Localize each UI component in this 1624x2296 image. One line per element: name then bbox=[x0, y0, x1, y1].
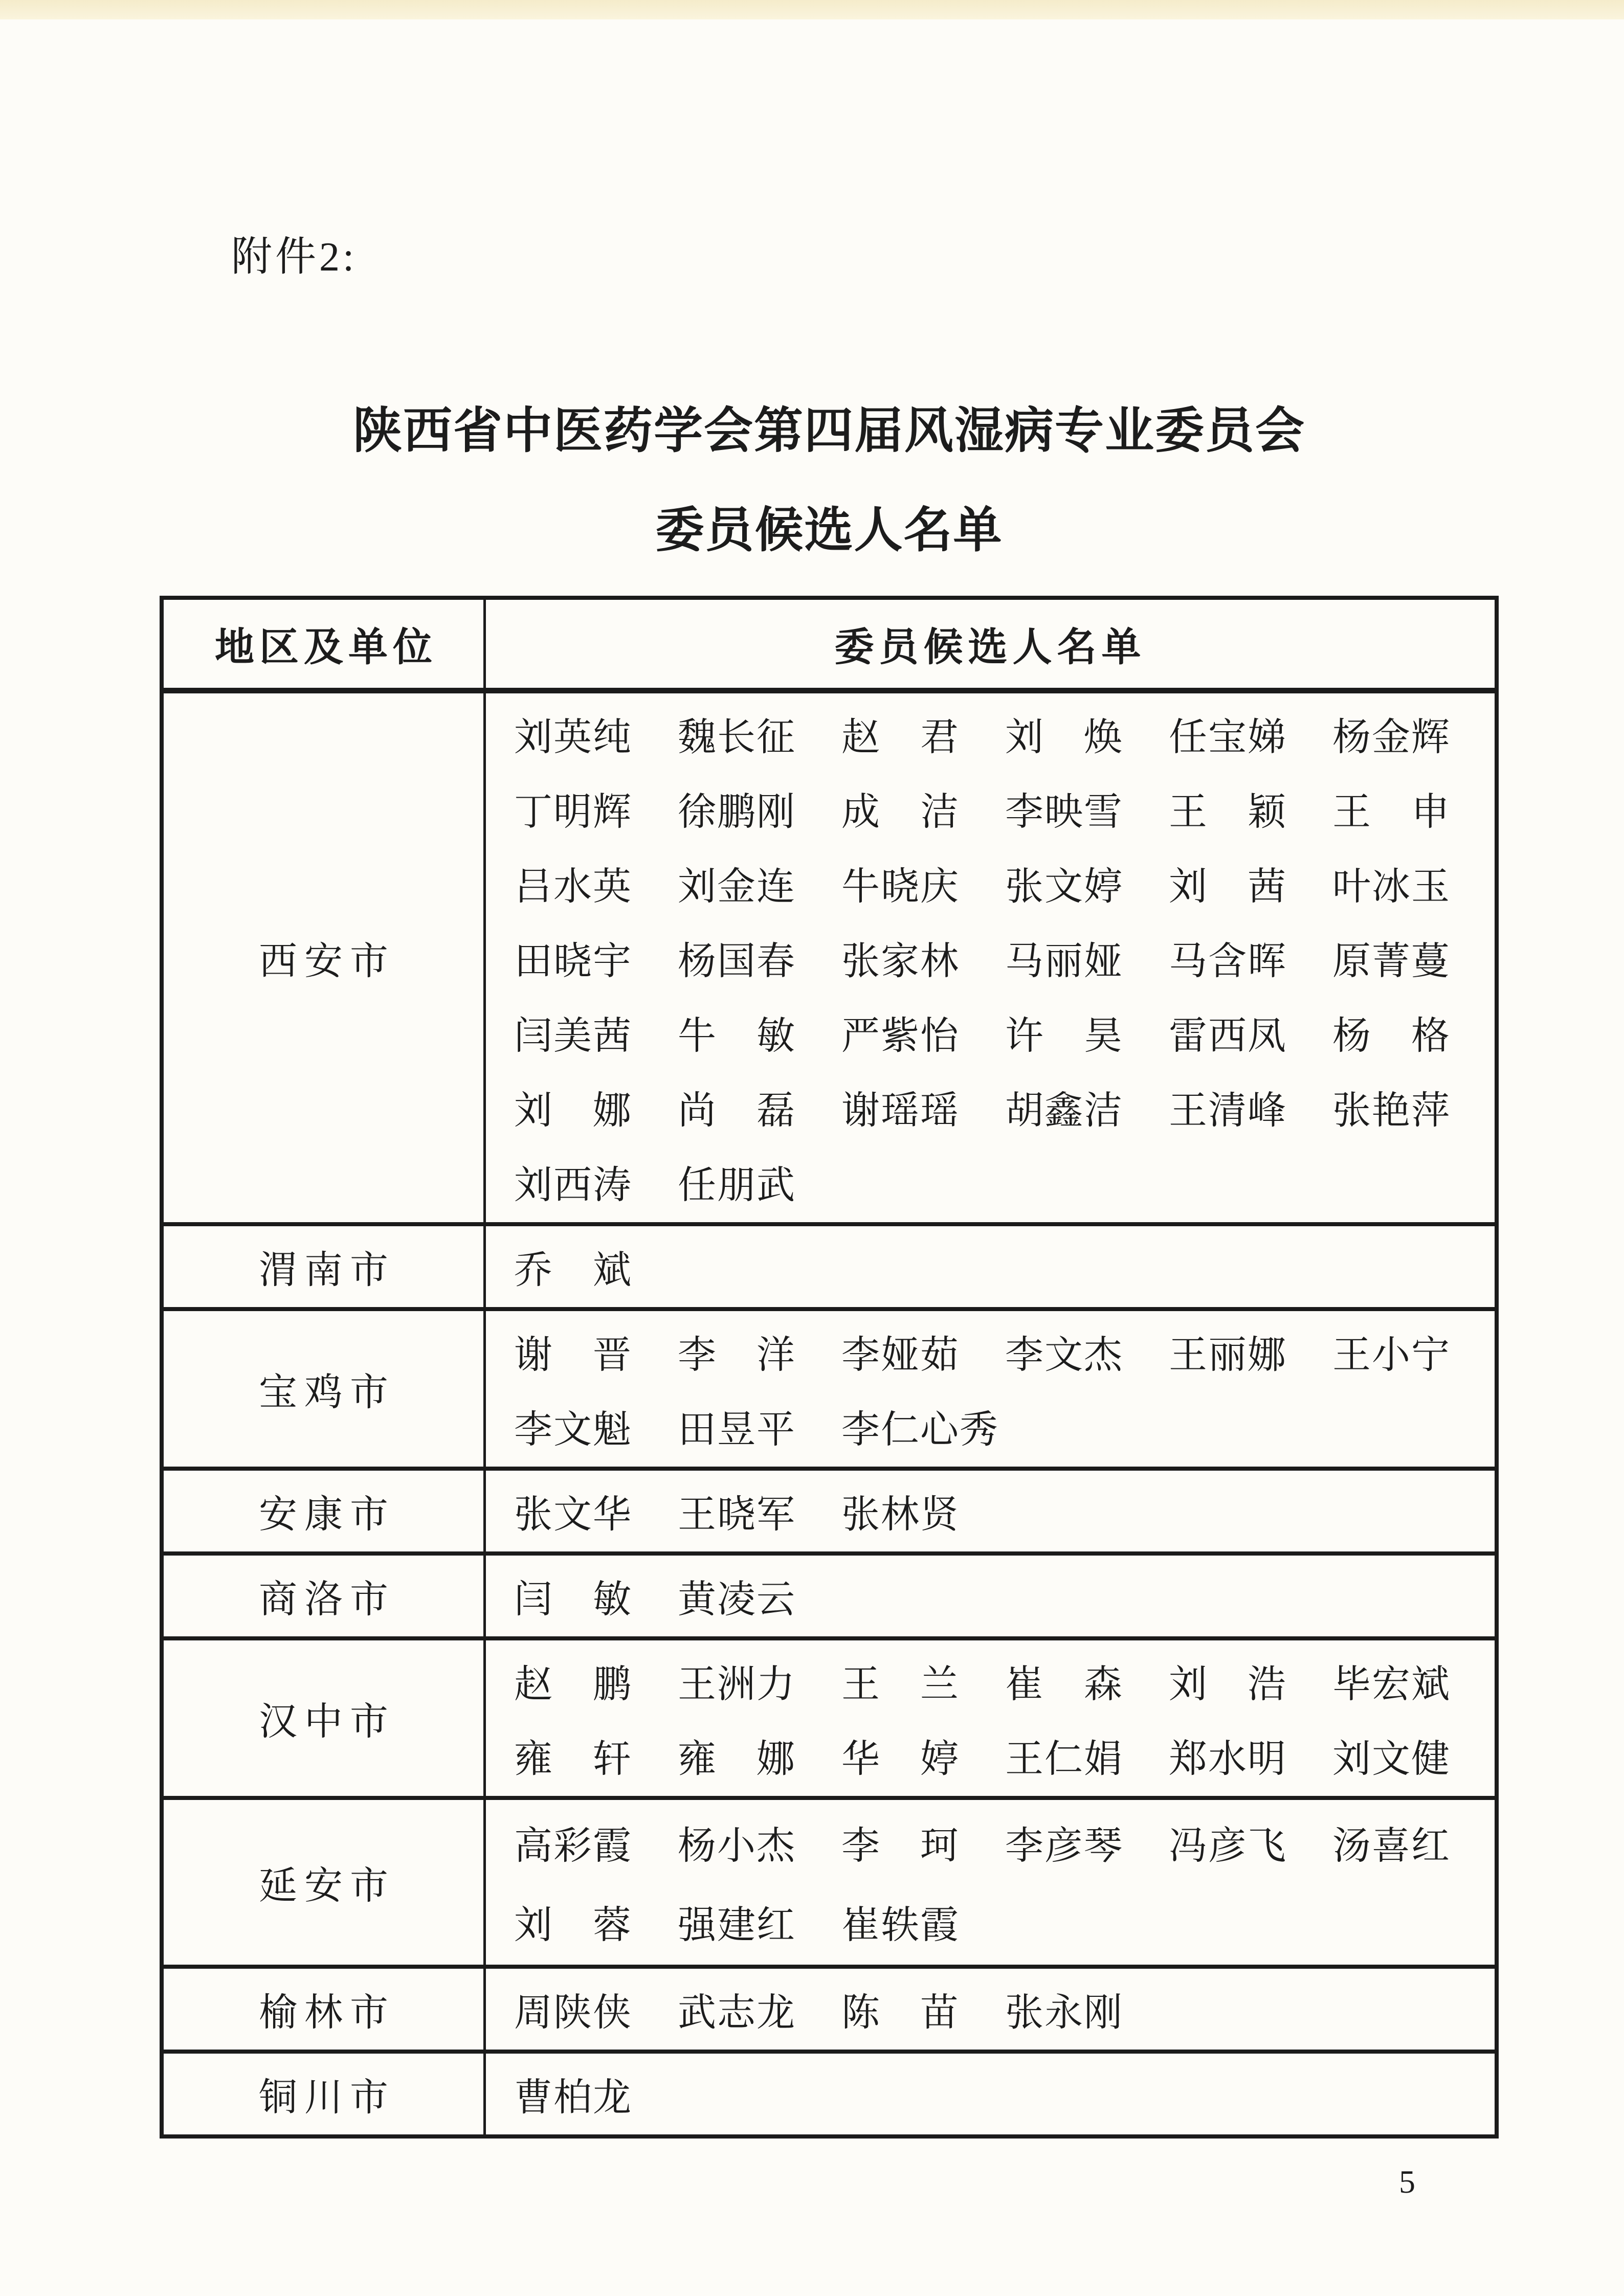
candidate-name: 乔 斌 bbox=[514, 1249, 633, 1292]
candidate-name: 王 兰 bbox=[841, 1663, 960, 1706]
candidate-name: 杨 格 bbox=[1332, 1015, 1451, 1057]
candidate-name: 胡鑫洁 bbox=[1005, 1089, 1124, 1132]
candidate-name: 雷西凤 bbox=[1169, 1015, 1287, 1057]
candidate-name: 李彦琴 bbox=[1005, 1825, 1124, 1867]
region-label: 汉中市 bbox=[164, 1640, 486, 1796]
candidate-name: 华 婷 bbox=[841, 1738, 960, 1781]
candidate-name: 崔轶霞 bbox=[841, 1904, 960, 1947]
name-line bbox=[514, 1972, 1489, 2046]
candidate-name: 杨小杰 bbox=[678, 1825, 796, 1867]
candidate-names-cell bbox=[486, 1800, 1501, 1965]
document-title: 陕西省中医药学会第四届风湿病专业委员会 bbox=[353, 403, 1305, 458]
name-line bbox=[514, 1070, 1496, 1144]
candidate-name: 雍 娜 bbox=[678, 1738, 796, 1781]
candidate-name: 任朋武 bbox=[678, 1164, 796, 1207]
candidate-name: 李文魁 bbox=[514, 1408, 633, 1451]
candidate-name: 田昱平 bbox=[678, 1408, 796, 1451]
table-row-tongchuan bbox=[164, 2050, 1495, 2134]
name-line bbox=[514, 1389, 1496, 1464]
candidate-name: 闫美茜 bbox=[514, 1015, 633, 1057]
candidate-name: 王小宁 bbox=[1332, 1334, 1451, 1377]
candidate-name: 任宝娣 bbox=[1169, 716, 1287, 759]
table-row-shangluo bbox=[164, 1551, 1495, 1636]
candidate-name: 李娅茹 bbox=[841, 1334, 960, 1377]
candidate-name: 曹柏龙 bbox=[514, 2076, 633, 2119]
name-line bbox=[514, 1718, 1496, 1793]
candidate-names-cell bbox=[486, 1311, 1501, 1467]
table-row-hanzhong bbox=[164, 1636, 1495, 1796]
candidate-name: 严紫怡 bbox=[841, 1015, 960, 1057]
candidate-name: 牛晓庆 bbox=[841, 865, 960, 908]
candidate-name: 毕宏斌 bbox=[1332, 1663, 1451, 1706]
name-line bbox=[514, 1314, 1496, 1389]
name-line bbox=[514, 995, 1496, 1070]
region-label: 延安市 bbox=[164, 1800, 486, 1965]
candidate-name: 刘金连 bbox=[678, 865, 796, 908]
name-line bbox=[514, 1885, 1496, 1960]
candidate-name: 刘 焕 bbox=[1005, 716, 1124, 759]
candidate-names-cell bbox=[486, 1556, 1495, 1636]
candidate-name: 谢 晋 bbox=[514, 1334, 633, 1377]
candidate-name: 周陕侠 bbox=[514, 1991, 633, 2034]
scan-edge-top bbox=[0, 0, 1624, 19]
candidate-name: 杨国春 bbox=[678, 940, 796, 983]
name-line bbox=[514, 1474, 1489, 1548]
table-row-yulin bbox=[164, 1965, 1495, 2050]
candidate-names-cell bbox=[486, 693, 1501, 1222]
candidate-name: 黄凌云 bbox=[678, 1578, 796, 1621]
candidate-name: 丁明辉 bbox=[514, 791, 633, 834]
name-line bbox=[514, 2057, 1489, 2131]
candidate-name: 马含晖 bbox=[1169, 940, 1287, 983]
candidate-name: 杨金辉 bbox=[1332, 716, 1451, 759]
candidate-name: 赵 君 bbox=[841, 716, 960, 759]
candidate-name: 王清峰 bbox=[1169, 1089, 1287, 1132]
candidate-name: 刘 蓉 bbox=[514, 1904, 633, 1947]
candidate-name: 王仁娟 bbox=[1005, 1738, 1124, 1781]
table-row-yanan bbox=[164, 1796, 1495, 1965]
name-line bbox=[514, 846, 1496, 920]
page-number: 5 bbox=[1399, 2164, 1415, 2200]
candidate-name: 陈 苗 bbox=[841, 1991, 960, 2034]
candidate-name: 刘英纯 bbox=[514, 716, 633, 759]
candidate-name: 闫 敏 bbox=[514, 1578, 633, 1621]
candidate-name: 李 珂 bbox=[841, 1825, 960, 1867]
name-line bbox=[514, 920, 1496, 995]
candidate-name: 冯彦飞 bbox=[1169, 1825, 1287, 1867]
table-row-baoji bbox=[164, 1307, 1495, 1467]
candidate-name: 雍 轩 bbox=[514, 1738, 633, 1781]
candidate-name: 徐鹏刚 bbox=[678, 791, 796, 834]
candidate-name: 张永刚 bbox=[1005, 1991, 1124, 2034]
document-subtitle: 委员候选人名单 bbox=[655, 503, 1003, 557]
candidate-name: 李 洋 bbox=[678, 1334, 796, 1377]
candidate-names-cell bbox=[486, 2054, 1495, 2134]
candidate-name: 张艳萍 bbox=[1332, 1089, 1451, 1132]
candidate-name: 刘 娜 bbox=[514, 1089, 633, 1132]
candidate-name: 刘西涛 bbox=[514, 1164, 633, 1207]
candidate-name: 李文杰 bbox=[1005, 1334, 1124, 1377]
candidate-roster-table bbox=[160, 596, 1499, 2139]
candidate-names-cell bbox=[486, 1969, 1495, 2050]
candidate-names-cell bbox=[486, 1471, 1495, 1551]
name-line bbox=[514, 771, 1496, 846]
candidate-name: 魏长征 bbox=[678, 716, 796, 759]
candidate-name: 赵 鹏 bbox=[514, 1663, 633, 1706]
candidate-name: 张文华 bbox=[514, 1493, 633, 1536]
table-row-xian bbox=[164, 689, 1495, 1222]
region-label: 铜川市 bbox=[164, 2054, 486, 2134]
candidate-name: 王洲力 bbox=[678, 1663, 796, 1706]
candidate-name: 郑水明 bbox=[1169, 1738, 1287, 1781]
candidate-name: 崔 森 bbox=[1005, 1663, 1124, 1706]
candidate-name: 李映雪 bbox=[1005, 791, 1124, 834]
header-region: 地区及单位 bbox=[164, 600, 486, 688]
region-label: 西安市 bbox=[164, 693, 486, 1222]
name-line bbox=[514, 1644, 1496, 1718]
table-row-ankang bbox=[164, 1467, 1495, 1551]
candidate-name: 刘 浩 bbox=[1169, 1663, 1287, 1706]
candidate-name: 吕水英 bbox=[514, 865, 633, 908]
candidate-name: 牛 敏 bbox=[678, 1015, 796, 1057]
table-header-row bbox=[164, 600, 1495, 689]
attachment-label: 附件2: bbox=[231, 235, 358, 280]
name-line bbox=[514, 1806, 1496, 1880]
candidate-name: 强建红 bbox=[678, 1904, 796, 1947]
candidate-name: 高彩霞 bbox=[514, 1825, 633, 1867]
table-row-weinan bbox=[164, 1222, 1495, 1307]
candidate-name: 张林贤 bbox=[841, 1493, 960, 1536]
candidate-name: 王 申 bbox=[1332, 791, 1451, 834]
candidate-name: 张文婷 bbox=[1005, 865, 1124, 908]
candidate-name: 武志龙 bbox=[678, 1991, 796, 2034]
candidate-name: 刘 茜 bbox=[1169, 865, 1287, 908]
region-label: 榆林市 bbox=[164, 1969, 486, 2050]
candidate-names-cell bbox=[486, 1226, 1495, 1307]
name-line bbox=[514, 696, 1496, 771]
candidate-name: 许 昊 bbox=[1005, 1015, 1124, 1057]
candidate-name: 王 颖 bbox=[1169, 791, 1287, 834]
candidate-name: 谢瑶瑶 bbox=[841, 1089, 960, 1132]
candidate-name: 马丽娅 bbox=[1005, 940, 1124, 983]
name-line bbox=[514, 1144, 1496, 1219]
region-label: 商洛市 bbox=[164, 1556, 486, 1636]
candidate-name: 原菁蔓 bbox=[1332, 940, 1451, 983]
candidate-name: 汤喜红 bbox=[1332, 1825, 1451, 1867]
candidate-name: 尚 磊 bbox=[678, 1089, 796, 1132]
region-label: 安康市 bbox=[164, 1471, 486, 1551]
region-label: 宝鸡市 bbox=[164, 1311, 486, 1467]
name-line bbox=[514, 1229, 1489, 1304]
candidate-name: 叶冰玉 bbox=[1332, 865, 1451, 908]
name-line bbox=[514, 1559, 1489, 1633]
region-label: 渭南市 bbox=[164, 1226, 486, 1307]
header-candidates: 委员候选人名单 bbox=[834, 625, 1146, 669]
candidate-name: 李仁心秀 bbox=[841, 1408, 999, 1451]
candidate-name: 王晓军 bbox=[678, 1493, 796, 1536]
candidate-name: 王丽娜 bbox=[1169, 1334, 1287, 1377]
candidate-names-cell bbox=[486, 1640, 1501, 1796]
candidate-name: 田晓宇 bbox=[514, 940, 633, 983]
candidate-name: 张家林 bbox=[841, 940, 960, 983]
candidate-name: 成 洁 bbox=[841, 791, 960, 834]
candidate-name: 刘文健 bbox=[1332, 1738, 1451, 1781]
